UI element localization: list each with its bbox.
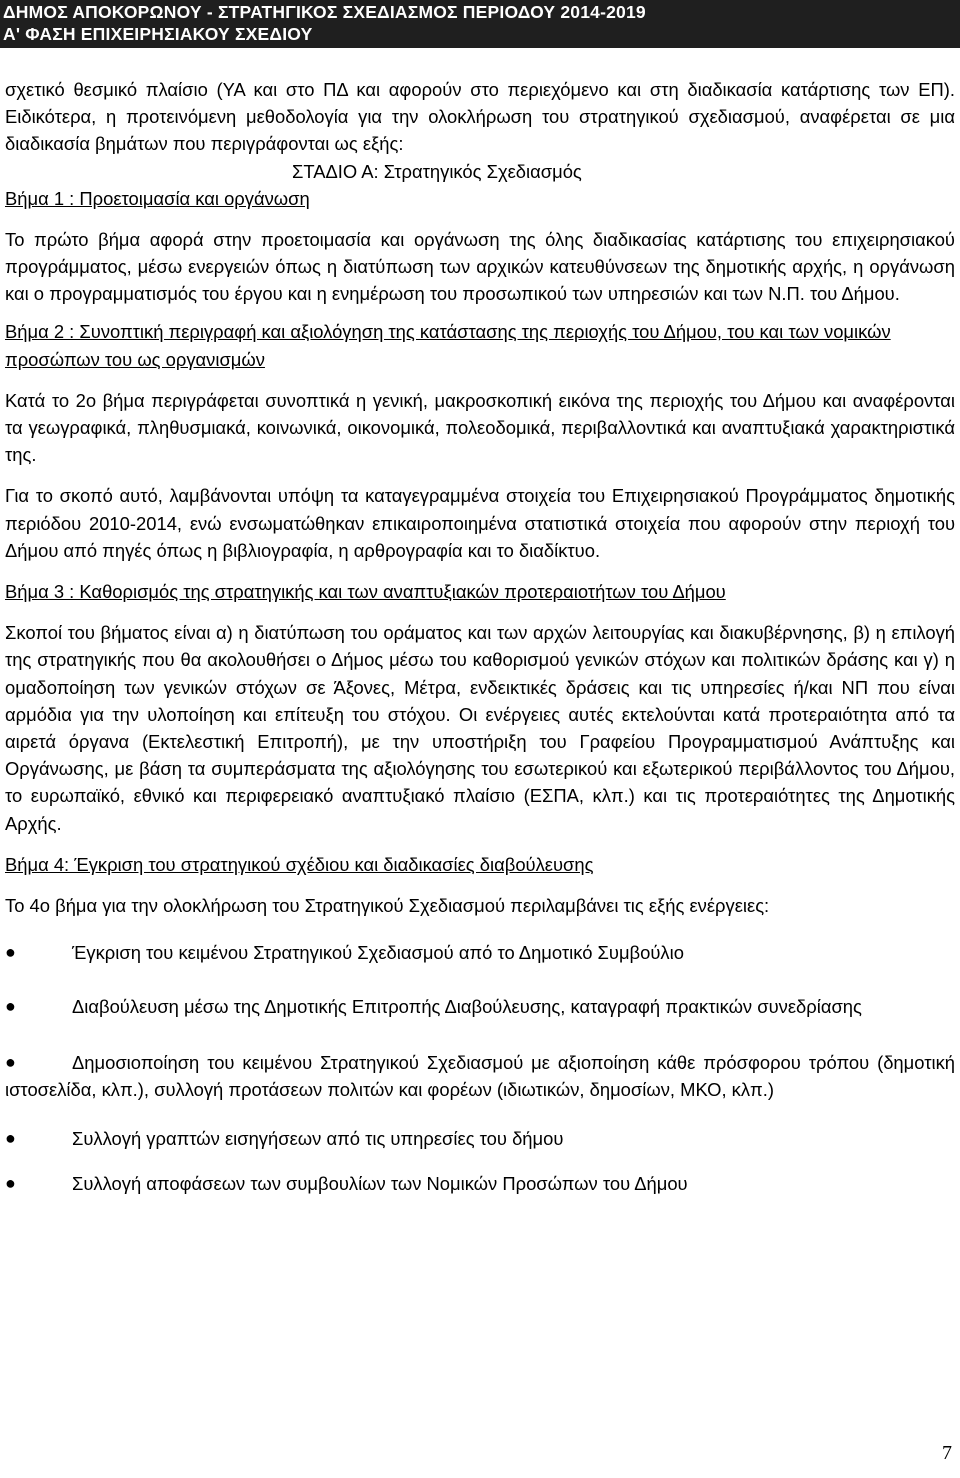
step2-heading: Βήμα 2 : Συνοπτική περιγραφή και αξιολόγηση της κατάστασης της περιοχής του Δήμου, του και των νομικών προσώπων του ως οργανισμών — [5, 321, 891, 370]
list-item-text: Συλλογή αποφάσεων των συμβουλίων των Νομικών Προσώπων του Δήμου — [72, 1173, 688, 1195]
list-item-text: Έγκριση του κειμένου Στρατηγικού Σχεδιασμού από το Δημοτικό Συμβούλιο — [72, 942, 684, 964]
list-item — [5, 1049, 955, 1103]
step3-paragraph: Σκοποί του βήματος είναι α) η διατύπωση του οράματος και των αρχών λειτουργίας και διακυβέρνησης, β) η επιλογή της στρατηγικής που θα ακολουθήσει ο Δήμος μέσω του καθορισμού γενικών στόχων και πολιτικών δράσης και γ) η ομαδοποίηση των γενικών στόχων σε Άξονες, Μέτρα, ενδεικτικές δράσεις και τις υπηρεσίες ή/και ΝΠ που είναι αρμόδια για την υλοποίηση και επίτευξη του στόχου. Οι ενέργειες αυτές εκτελούνται κατά προτεραιότητα από τα αιρετά όργανα (Εκτελεστική Επιτροπή), με την υποστήριξη του Γραφείου Προγραμματισμού Ανάπτυξης και Οργάνωσης, με βάση τα συμπεράσματα της αξιολόγησης του εσωτερικού και εξωτερικού περιβάλλοντος του Δήμου, το ευρωπαϊκό, εθνικό και περιφερειακό αναπτυξιακό πλαίσιο (ΕΣΠΑ, κλπ.) και τις προτεραιότητες της Δημοτικής Αρχής. — [5, 622, 955, 834]
header-title: ΔΗΜΟΣ ΑΠΟΚΟΡΩΝΟΥ - ΣΤΡΑΤΗΓΙΚΟΣ ΣΧΕΔΙΑΣΜΟΣ ΠΕΡΙΟΔΟΥ 2014-2019 — [3, 2, 646, 22]
step1-heading: Βήμα 1 : Προετοιμασία και οργάνωση — [5, 187, 310, 209]
step2-paragraph-1: Κατά το 2ο βήμα περιγράφεται συνοπτικά η γενική, μακροσκοπική εικόνα της περιοχής του Δήμου και αναφέρονται τα γεωγραφικά, πληθυσμιακά, κοινωνικά, οικονομικά, πολεοδομικά, περιβαλλοντικά και αναπτυξιακά χαρακτηριστικά της. — [5, 389, 955, 466]
page-number: 7 — [942, 1442, 952, 1464]
list-item — [5, 939, 955, 966]
list-item-text: Συλλογή γραπτών εισηγήσεων από τις υπηρεσίες του δήμου — [72, 1128, 564, 1150]
stage-title: ΣΤΑΔΙΟ Α: Στρατηγικός Σχεδιασμός — [292, 160, 582, 182]
step4-intro: Το 4ο βήμα για την ολοκλήρωση του Στρατηγικού Σχεδιασμού περιλαμβάνει τις εξής ενέργειες: — [5, 895, 770, 917]
list-item — [5, 1170, 955, 1197]
list-item — [5, 1125, 955, 1152]
list-item-text: Δημοσιοποίηση του κειμένου Στρατηγικού Σχεδιασμού με αξιοποίηση κάθε πρόσφορου τρόπου (δημοτική ιστοσελίδα, κλπ.), συλλογή προτάσεων πολιτών και φορέων (ιδιωτικών, δημοσίων, ΜΚΟ, κλπ.) — [5, 1051, 955, 1100]
bullet-icon: ● — [5, 942, 16, 963]
intro-paragraph: σχετικό θεσμικό πλαίσιο (ΥΑ και στο ΠΔ και αφορούν στο περιεχόμενο και στη διαδικασία κατάρτισης των ΕΠ). Ειδικότερα, η προτεινόμενη μεθοδολογία για την ολοκλήρωση του στρατηγικού σχεδιασμού, αναφέρεται σε μια διαδικασία βημάτων που περιγράφονται ως εξής: — [5, 79, 955, 155]
list-item-text: Διαβούλευση μέσω της Δημοτικής Επιτροπής Διαβούλευσης, καταγραφή πρακτικών συνεδρίασης — [72, 996, 862, 1018]
document-header — [0, 0, 960, 48]
step4-heading: Βήμα 4: Έγκριση του στρατηγικού σχέδιου και διαδικασίες διαβούλευσης — [5, 853, 594, 875]
step2-paragraph-2: Για το σκοπό αυτό, λαμβάνονται υπόψη τα καταγεγραμμένα στοιχεία του Επιχειρησιακού Προγράμματος δημοτικής περιόδου 2010-2014, ενώ ενσωματώθηκαν επικαιροποιημένα στατιστικά στοιχεία που αφορούν στην περιοχή του Δήμου από πηγές όπως η βιβλιογραφία, η αρθρογραφία και το διαδίκτυο. — [5, 485, 955, 561]
step3-heading: Βήμα 3 : Καθορισμός της στρατηγικής και των αναπτυξιακών προτεραιοτήτων του Δήμου — [5, 581, 726, 603]
bullet-icon: ● — [5, 996, 16, 1017]
step4-bullet-list — [5, 939, 955, 1197]
header-subtitle: Α' ΦΑΣΗ ΕΠΙΧΕΙΡΗΣΙΑΚΟΥ ΣΧΕΔΙΟΥ — [3, 24, 313, 44]
document-body — [5, 76, 955, 1198]
bullet-icon: ● — [5, 1051, 16, 1072]
bullet-icon: ● — [5, 1128, 16, 1149]
bullet-icon: ● — [5, 1173, 16, 1194]
list-item — [5, 993, 955, 1020]
step1-paragraph: Το πρώτο βήμα αφορά στην προετοιμασία και οργάνωση της όλης διαδικασίας κατάρτισης του επιχειρησιακού προγράμματος, μέσω ενεργειών όπως η διατύπωση των αρχικών κατευθύνσεων της δημοτικής αρχής, η οργάνωση και ο προγραμματισμός του έργου και η ενημέρωση του προσωπικού των υπηρεσιών και των Ν.Π. του Δήμου. — [5, 228, 955, 305]
